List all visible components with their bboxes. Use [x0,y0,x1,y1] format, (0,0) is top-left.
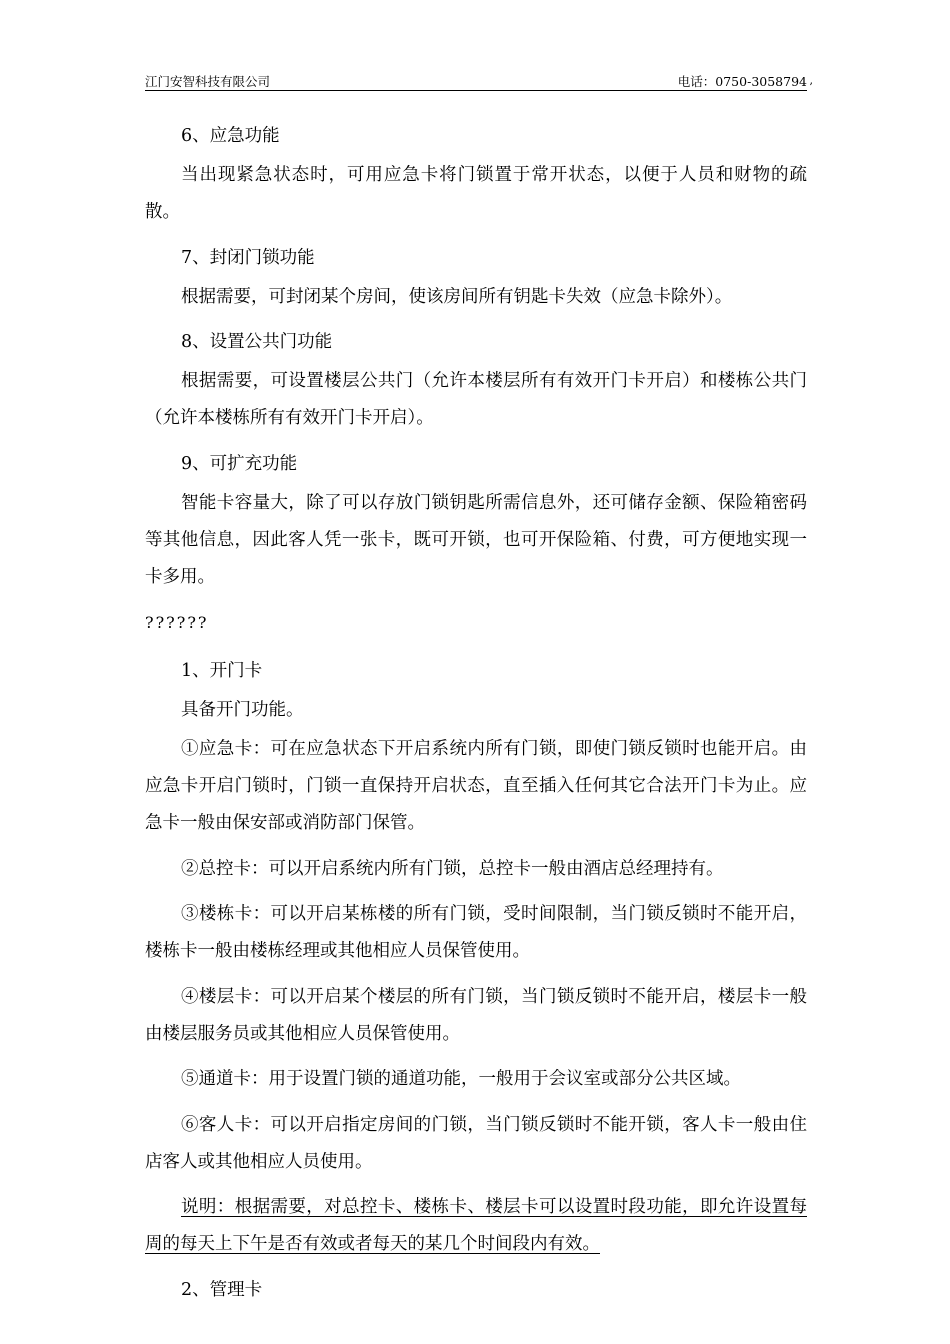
passage-card-text: ⑤通道卡：用于设置门锁的通道功能，一般用于会议室或部分公共区域。 [181,1069,741,1089]
section-6-title: 6、应急功能 [181,126,280,146]
card-section-1-text: 具备开门功能。 [181,700,304,720]
note-text: 说明：根据需要，对总控卡、楼栋卡、楼层卡可以设置时段功能，即允许设置每周的每天上下午是否有效或者每天的某几个时间段内有效。 [145,1197,807,1254]
page-header [145,72,813,91]
note-paragraph [145,1189,807,1263]
section-6-text: 当出现紧急状态时，可用应急卡将门锁置于常开状态，以便于人员和财物的疏散。 [145,165,807,222]
section-8-title: 8、设置公共门功能 [181,332,333,352]
guest-card-text: ⑥客人卡：可以开启指定房间的门锁，当门锁反锁时不能开锁，客人卡一般由住店客人或其他相应人员使用。 [145,1114,807,1172]
garbled-heading: ?????? [145,613,209,632]
building-card-text: ③楼栋卡：可以开启某栋楼的所有门锁，受时间限制，当门锁反锁时不能开启，楼栋卡一般由楼栋经理或其他相应人员保管使用。 [145,904,807,961]
section-9-text: 智能卡容量大，除了可以存放门锁钥匙所需信息外，还可储存金额、保险箱密码等其他信息，因此客人凭一张卡，既可开锁，也可开保险箱、付费，可方便地实现一卡多用。 [145,492,807,587]
phone-number: 电话：0750-3058794 [677,74,807,89]
floor-card-text: ④楼层卡：可以开启某个楼层的所有门锁，当门锁反锁时不能开启，楼层卡一般由楼层服务员或其他相应人员保管使用。 [145,986,807,1044]
section-8-text: 根据需要，可设置楼层公共门（允许本楼层所有有效开门卡开启）和楼栋公共门（允许本楼栋所有有效开门卡开启）。 [145,371,807,428]
document-body [145,118,807,1311]
master-card-text: ②总控卡：可以开启系统内所有门锁，总控卡一般由酒店总经理持有。 [181,858,724,879]
section-9-title: 9、可扩充功能 [181,453,298,474]
card-section-2-title: 2、管理卡 [181,1279,263,1300]
company-name: 江门安智科技有限公司 [145,74,271,89]
card-section-1-title: 1、开门卡 [181,661,263,681]
section-7-title: 7、封闭门锁功能 [181,247,315,268]
emergency-card-text: ①应急卡：可在应急状态下开启系统内所有门锁，即使门锁反锁时也能开启。由应急卡开启门锁时，门锁一直保持开启状态，直至插入任何其它合法开门卡为止。应急卡一般由保安部或消防部门保管。 [145,739,807,833]
header-mark: , [809,74,813,87]
section-7-text: 根据需要，可封闭某个房间，使该房间所有钥匙卡失效（应急卡除外）。 [181,286,733,307]
